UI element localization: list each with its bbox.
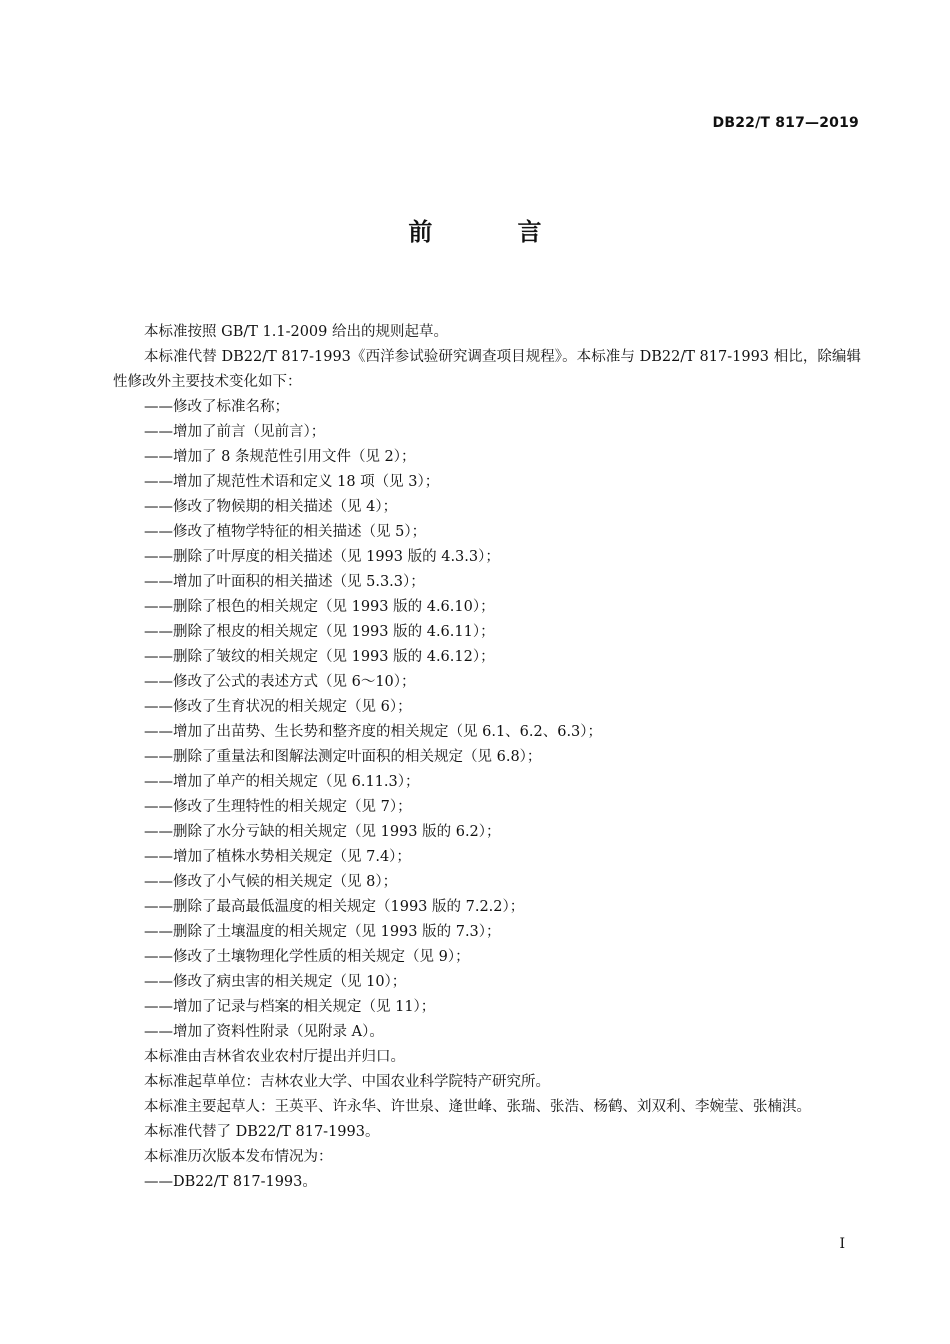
list-item: ——修改了标准名称； — [144, 399, 289, 415]
list-item: ——修改了公式的表述方式（见 6～10）； — [144, 674, 416, 690]
list-item: ——DB22/T 817-1993。 — [144, 1174, 317, 1190]
paragraph-replacement: 本标准代替 DB22/T 817-1993《西洋参试验研究调查项目规程》。本标准与 DB22/T 817-1993 相比，除编辑性修改外主要技术变化如下： — [113, 349, 861, 390]
list-item: ——修改了生育状况的相关规定（见 6）； — [144, 699, 412, 715]
list-item: ——修改了物候期的相关描述（见 4）； — [144, 499, 398, 515]
list-item: ——修改了小气候的相关规定（见 8）； — [144, 874, 398, 890]
list-item: ——修改了生理特性的相关规定（见 7）； — [144, 799, 412, 815]
paragraph-proposer: 本标准由吉林省农业农村厅提出并归口。 — [144, 1049, 405, 1065]
paragraph-drafters: 本标准主要起草人：王英平、许永华、许世泉、逄世峰、张瑞、张浩、杨鹤、刘双利、李婉莹、张楠淇。 — [144, 1099, 811, 1115]
list-item: ——修改了病虫害的相关规定（见 10）； — [144, 974, 407, 990]
paragraph-supersedes: 本标准代替了 DB22/T 817-1993。 — [144, 1124, 380, 1140]
list-item: ——删除了重量法和图解法测定叶面积的相关规定（见 6.8）； — [144, 749, 542, 765]
list-item: ——增加了叶面积的相关描述（见 5.3.3）； — [144, 574, 425, 590]
list-item: ——增加了记录与档案的相关规定（见 11）； — [144, 999, 436, 1015]
list-item: ——修改了植物学特征的相关描述（见 5）； — [144, 524, 427, 540]
foreword-body — [113, 320, 861, 1195]
list-item: ——删除了根皮的相关规定（见 1993 版的 4.6.11）； — [144, 624, 495, 640]
list-item: ——修改了土壤物理化学性质的相关规定（见 9）； — [144, 949, 470, 965]
list-item: ——增加了资料性附录（见附录 A）。 — [144, 1024, 384, 1040]
list-item: ——增加了前言（见前言）； — [144, 424, 326, 440]
list-item: ——删除了皱纹的相关规定（见 1993 版的 4.6.12）； — [144, 649, 495, 665]
page-title: 前 言 — [408, 218, 580, 246]
list-item: ——增加了规范性术语和定义 18 项（见 3）； — [144, 474, 440, 490]
page-number: I — [839, 1236, 845, 1252]
list-item: ——增加了出苗势、生长势和整齐度的相关规定（见 6.1、6.2、6.3）； — [144, 724, 603, 740]
list-item: ——增加了植株水势相关规定（见 7.4）； — [144, 849, 411, 865]
history-list — [113, 1170, 861, 1195]
list-item: ——删除了土壤温度的相关规定（见 1993 版的 7.3）； — [144, 924, 501, 940]
list-item: ——增加了单产的相关规定（见 6.11.3）； — [144, 774, 420, 790]
list-item: ——增加了 8 条规范性引用文件（见 2）； — [144, 449, 416, 465]
list-item: ——删除了根色的相关规定（见 1993 版的 4.6.10）； — [144, 599, 495, 615]
changes-list — [113, 395, 861, 1045]
paragraph-history-intro: 本标准历次版本发布情况为： — [144, 1149, 333, 1165]
list-item: ——删除了水分亏缺的相关规定（见 1993 版的 6.2）； — [144, 824, 501, 840]
paragraph-drafting-units: 本标准起草单位：吉林农业大学、中国农业科学院特产研究所。 — [144, 1074, 550, 1090]
list-item: ——删除了叶厚度的相关描述（见 1993 版的 4.3.3）； — [144, 549, 500, 565]
list-item: ——删除了最高最低温度的相关规定（1993 版的 7.2.2）； — [144, 899, 525, 915]
paragraph-drafting-rules: 本标准按照 GB/T 1.1-2009 给出的规则起草。 — [144, 324, 448, 340]
document-code: DB22/T 817—2019 — [712, 115, 859, 131]
